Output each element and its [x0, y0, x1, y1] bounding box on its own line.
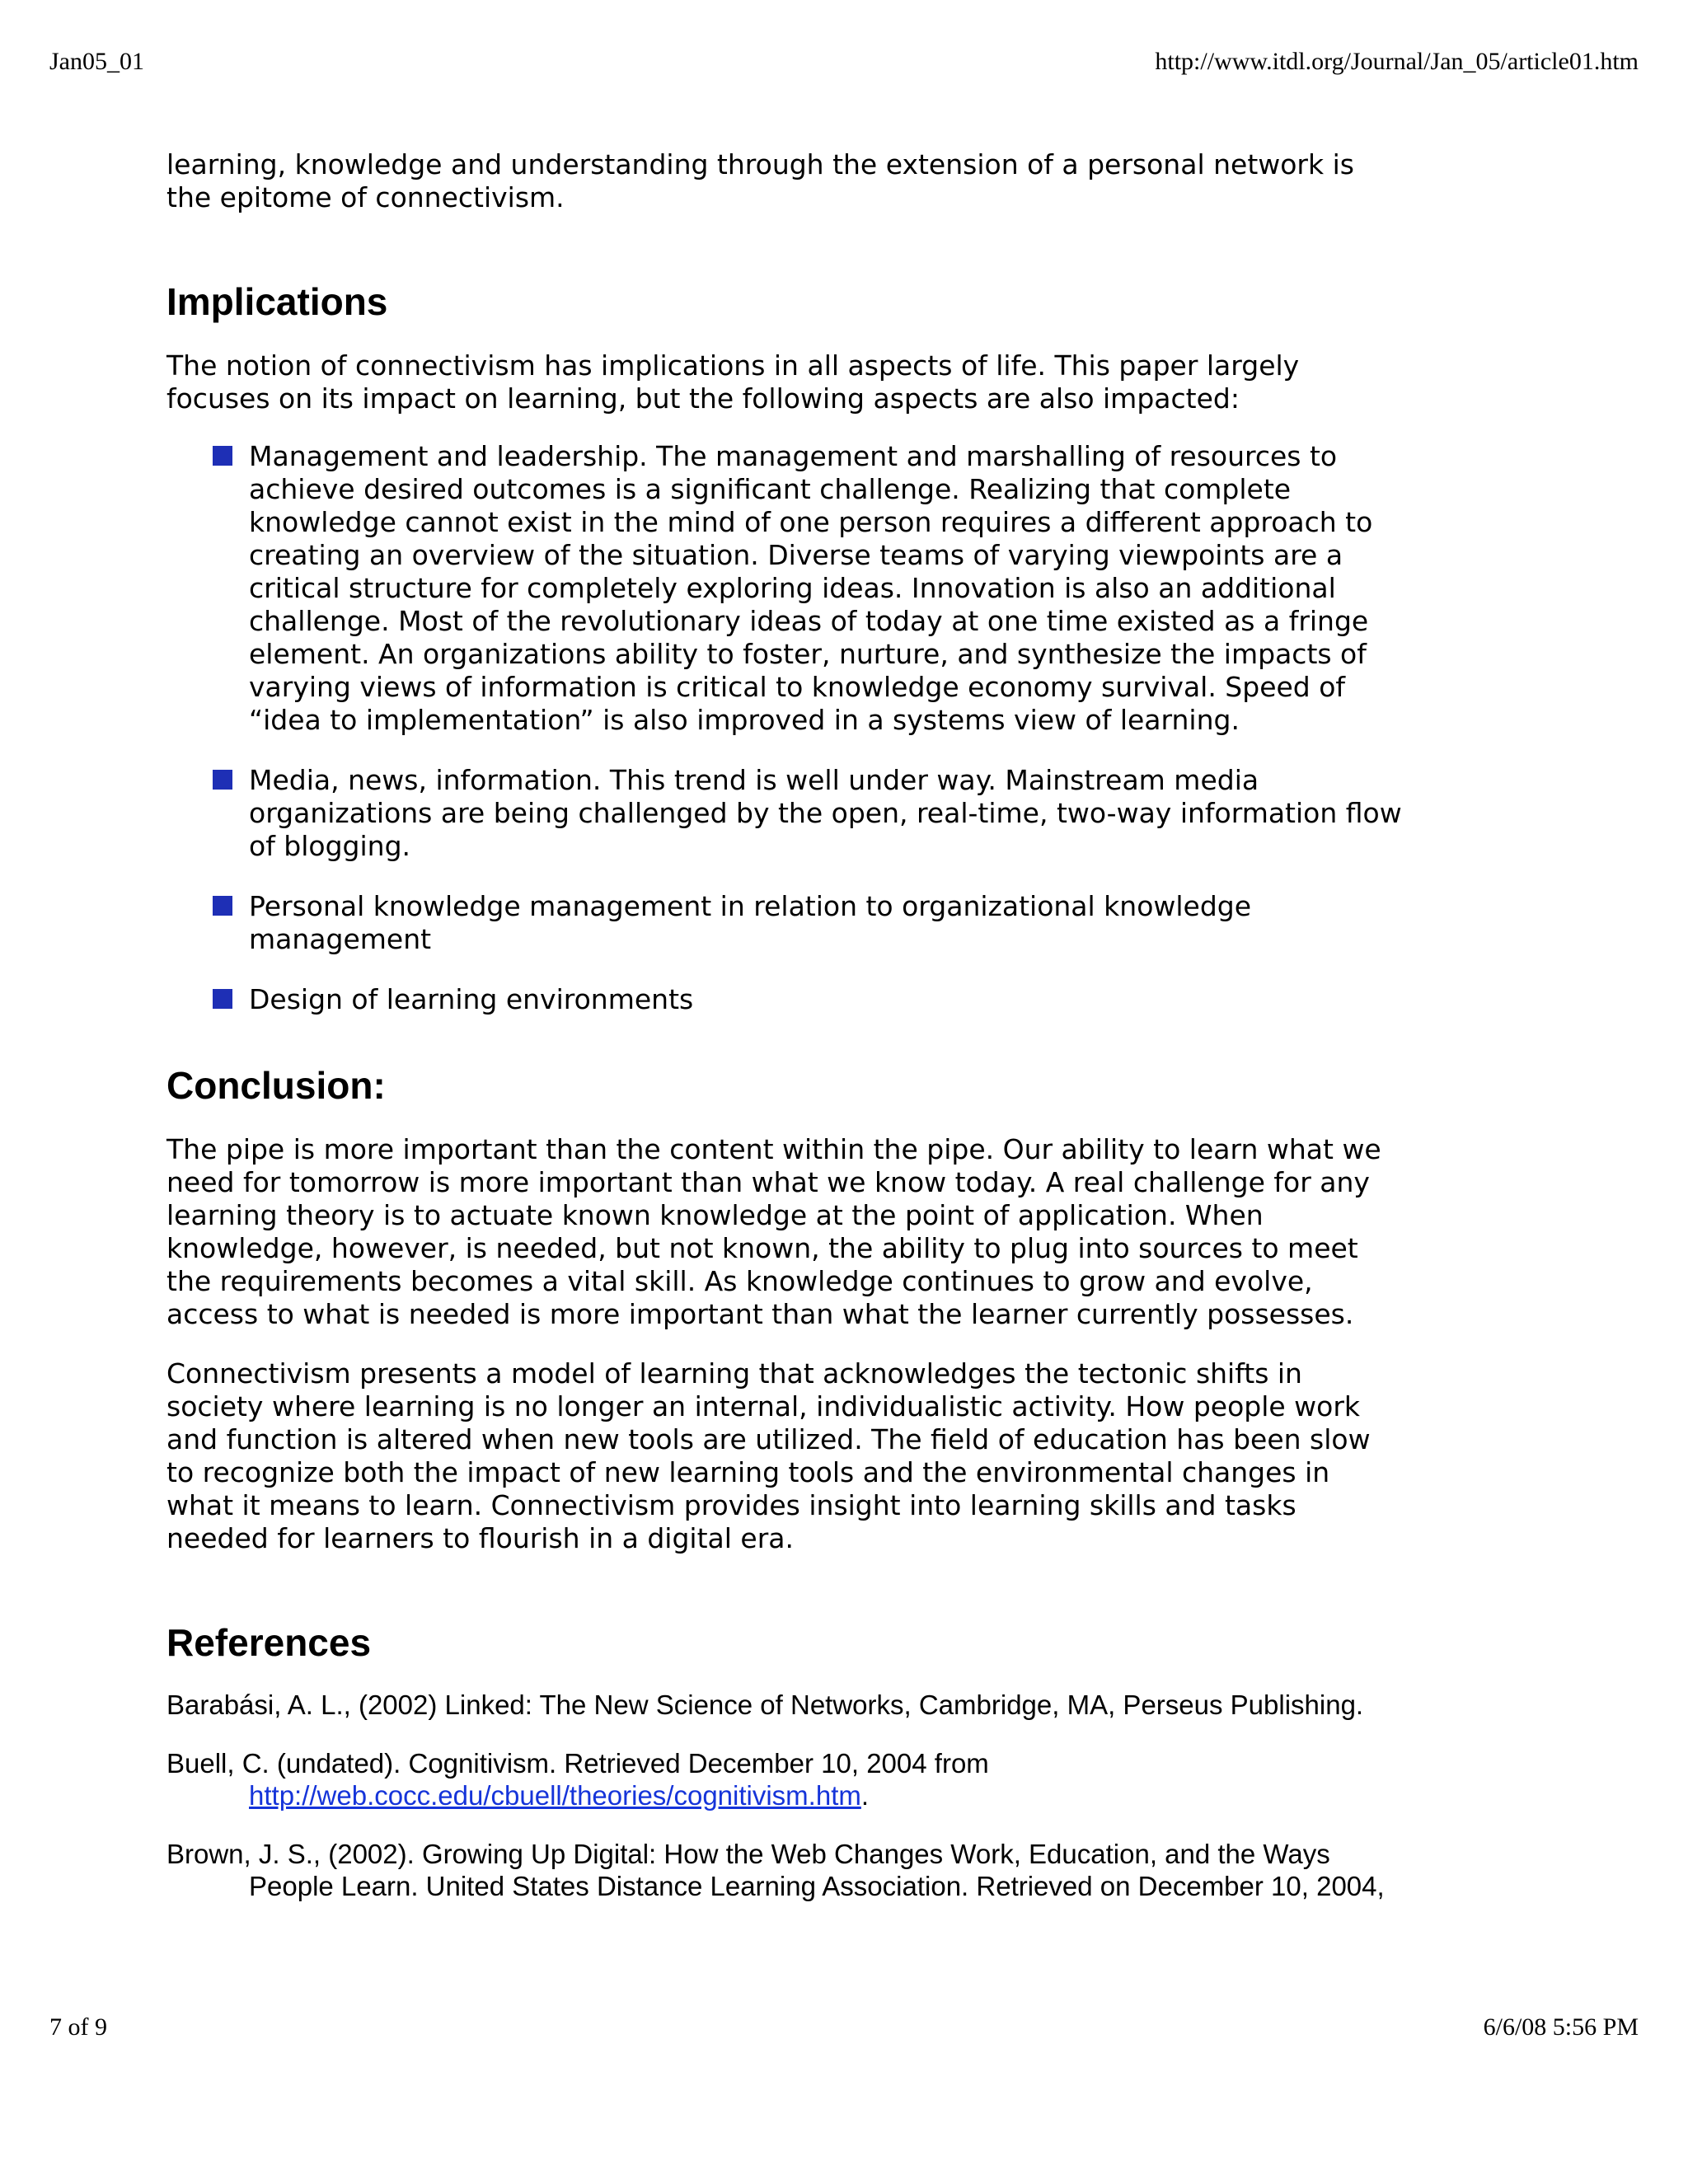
reference-text: Brown, J. S., (2002). Growing Up Digital: How the Web Changes Work, Education, and the Ways People Learn. United States Distance Learning Association. Retrieved on December 10, 2004,: [166, 1839, 1385, 1901]
reference-text-suffix: .: [860, 1780, 870, 1811]
implications-heading: Implications: [166, 280, 388, 323]
reference-text: Barabási, A. L., (2002) Linked: The New Science of Networks, Cambridge, MA, Perseus Publishing.: [166, 1690, 1364, 1720]
reference-item: [166, 1838, 1403, 1902]
implications-lead: The notion of connectivism has implications in all aspects of life. This paper largely focuses on its impact on learning, but the following aspects are also impacted:: [166, 349, 1300, 415]
list-item-text: Personal knowledge management in relation to organizational knowledge management: [249, 890, 1252, 955]
list-item: [249, 890, 1403, 956]
conclusion-heading: Conclusion:: [166, 1064, 386, 1107]
list-item-text: Design of learning environments: [249, 983, 694, 1015]
conclusion-paragraph: Connectivism presents a model of learning that acknowledges the tectonic shifts in society where learning is no longer an internal, individualistic activity. How people work and function is altered when new tools are utilized. The field of education has been slow to recognize both the impact of new learning tools and the environmental changes in what it means to learn. Connectivism provides insight into learning skills and tasks needed for learners to flourish in a digital era.: [166, 1357, 1371, 1554]
header-doc-id: Jan05_01: [49, 48, 144, 75]
reference-item: [166, 1689, 1403, 1721]
print-footer: [49, 2013, 1639, 2041]
conclusion-paragraph: The pipe is more important than the content within the pipe. Our ability to learn what we need for tomorrow is more important than what we know today. A real challenge for any learning theory is to actuate known knowledge at the point of application. When knowledge, however, is needed, but not known, the ability to plug into sources to meet the requirements becomes a vital skill. As knowledge continues to grow and evolve, access to what is needed is more important than what the learner currently possesses.: [166, 1133, 1381, 1330]
blue-square-bullet-icon: [213, 989, 232, 1009]
blue-square-bullet-icon: [213, 446, 232, 466]
footer-page-number: 7 of 9: [49, 2013, 107, 2041]
reference-link[interactable]: http://web.cocc.edu/cbuell/theories/cognitivism.htm: [249, 1780, 861, 1811]
intro-paragraph: learning, knowledge and understanding through the extension of a personal network is the epitome of connectivism.: [166, 148, 1354, 213]
references-list: [166, 1689, 1403, 1902]
reference-text: Buell, C. (undated). Cognitivism. Retrieved December 10, 2004 from: [166, 1748, 989, 1779]
article-content: [166, 148, 1403, 1929]
list-item: [249, 983, 1403, 1016]
implications-list: [166, 440, 1403, 1016]
list-item-text: Media, news, information. This trend is well under way. Mainstream media organizations are being challenged by the open, real-time, two-way information flow of blogging.: [249, 764, 1402, 862]
list-item-text: Management and leadership. The management and marshalling of resources to achieve desired outcomes is a significant challenge. Realizing that complete knowledge cannot exist in the mind of one person requires a different approach to creating an overview of the situation. Diverse teams of varying viewpoints are a critical structure for completely exploring ideas. Innovation is also an additional challenge. Most of the revolutionary ideas of today at one time existed as a fringe element. An organizations ability to foster, nurture, and synthesize the impacts of varying views of information is critical to knowledge economy survival. Speed of “idea to implementation” is also improved in a systems view of learning.: [249, 440, 1373, 736]
references-heading: References: [166, 1621, 372, 1664]
print-header: [49, 48, 1639, 76]
list-item: [249, 764, 1403, 863]
blue-square-bullet-icon: [213, 770, 232, 790]
list-item: [249, 440, 1403, 737]
header-url: http://www.itdl.org/Journal/Jan_05/article01.htm: [1155, 48, 1639, 75]
reference-item: [166, 1747, 1403, 1811]
blue-square-bullet-icon: [213, 896, 232, 916]
footer-timestamp: 6/6/08 5:56 PM: [1483, 2013, 1639, 2041]
